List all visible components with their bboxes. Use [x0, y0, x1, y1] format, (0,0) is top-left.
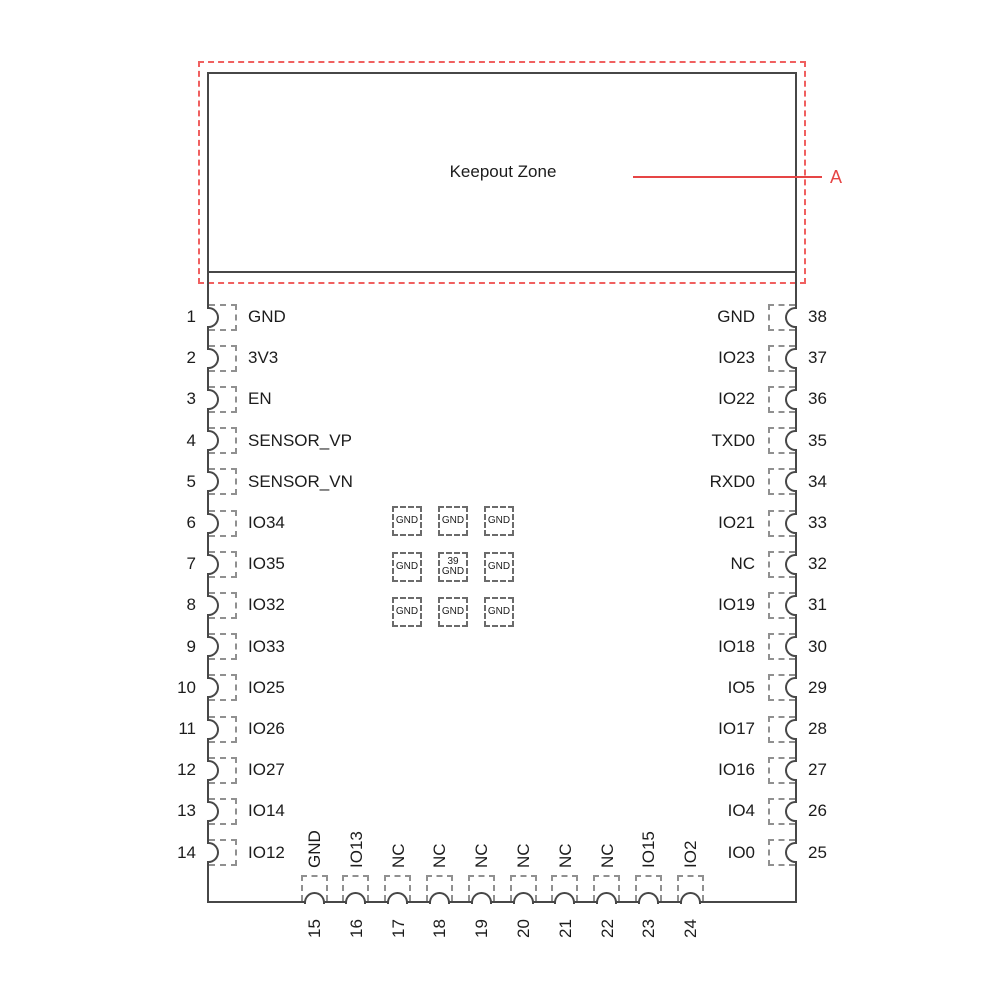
pin-label: GND: [248, 307, 286, 326]
pin-label: IO32: [248, 595, 285, 615]
pin-label: IO2: [681, 840, 701, 868]
thermal-pad-39: [438, 552, 468, 582]
pin-number: 9: [186, 636, 196, 656]
gnd-pad-label: GND: [487, 515, 511, 526]
pin-notch: [471, 892, 492, 904]
pin-label: RXD0: [709, 471, 755, 491]
pin-label: NC: [472, 843, 492, 868]
pin-number: 4: [186, 430, 196, 450]
antenna-divider-line: [209, 271, 795, 273]
pin-number: 24: [681, 919, 701, 938]
pin-label: NC: [597, 843, 617, 868]
keepout-zone-label: Keepout Zone: [449, 162, 557, 181]
pin-number: 30: [808, 636, 827, 656]
pin-label: NC: [430, 843, 450, 868]
pin-label: SENSOR_VP: [248, 430, 352, 450]
pin-number: 25: [808, 842, 827, 862]
pin-label: IO15: [639, 831, 659, 868]
pin-label: IO22: [718, 389, 755, 409]
pin-number: 33: [808, 513, 827, 532]
pin-number: 21: [555, 919, 575, 938]
pin-notch: [680, 892, 701, 904]
pin-label: IO12: [248, 842, 285, 862]
pin-notch: [785, 554, 797, 575]
gnd-pad: [392, 506, 422, 536]
pin-label: IO0: [727, 842, 755, 862]
pin-label: IO14: [248, 801, 285, 821]
pin-notch: [785, 307, 797, 328]
gnd-pad: [484, 597, 514, 627]
pin-label: IO16: [718, 760, 755, 780]
pin-number: 12: [177, 760, 196, 780]
gnd-pad-label: GND: [441, 566, 465, 577]
pin-label: 3V3: [248, 348, 279, 368]
pin-number: 35: [808, 430, 827, 450]
pin-number: 32: [808, 554, 827, 574]
pin-label: NC: [730, 554, 755, 574]
gnd-pad-label: GND: [441, 606, 465, 617]
pin-label: IO34: [248, 513, 285, 532]
gnd-pad-label: GND: [395, 561, 419, 572]
pin-number: 23: [639, 919, 659, 938]
pin-notch: [785, 513, 797, 534]
pin-number: 16: [346, 919, 366, 938]
pin-number: 15: [305, 919, 324, 938]
pin-label: IO35: [248, 554, 285, 574]
pin-label: IO4: [727, 801, 755, 821]
pin-number: 10: [177, 677, 196, 697]
gnd-pad: [438, 506, 468, 536]
pin-label: IO18: [718, 636, 755, 656]
pin-notch: [785, 348, 797, 369]
pin-label: SENSOR_VN: [248, 471, 353, 491]
gnd-pad: [484, 506, 514, 536]
pin-label: IO21: [718, 513, 755, 532]
pin-label: GND: [717, 307, 755, 326]
pin-number: 6: [186, 513, 196, 532]
pin-number: 26: [808, 801, 827, 821]
pin-number: 1: [186, 307, 196, 326]
pin-notch: [304, 892, 325, 904]
pin-number: 17: [388, 919, 408, 938]
pin-number: 3: [186, 389, 196, 409]
pin-number: 20: [514, 919, 533, 938]
gnd-pad-label: GND: [441, 515, 465, 526]
pin-number: 27: [808, 760, 827, 780]
gnd-pad-label: GND: [487, 561, 511, 572]
callout-leader-line: [633, 176, 822, 178]
pin-label: TXD0: [711, 430, 755, 450]
pin-number: 11: [178, 719, 196, 738]
pin-label: IO25: [248, 677, 285, 697]
pin-number: 28: [808, 719, 827, 738]
gnd-pad-label: GND: [487, 606, 511, 617]
pin-label: IO5: [727, 677, 755, 697]
pin-label: NC: [388, 843, 408, 868]
gnd-pad: [438, 597, 468, 627]
pin-label: EN: [248, 389, 272, 409]
pin-notch: [513, 892, 534, 904]
pin-label: IO13: [346, 831, 366, 868]
gnd-pad-number: 39: [447, 556, 459, 567]
pin-label: IO26: [248, 719, 285, 738]
pin-number: 8: [186, 595, 196, 615]
pin-number: 14: [177, 842, 196, 862]
pin-number: 38: [808, 307, 827, 326]
pin-label: IO19: [718, 595, 755, 615]
pin-label: IO27: [248, 760, 285, 780]
pin-label: IO17: [718, 719, 755, 738]
pin-number: 29: [808, 677, 827, 697]
pin-notch: [785, 760, 797, 781]
pin-number: 31: [808, 595, 827, 615]
gnd-pad-label: GND: [395, 515, 419, 526]
pin-label: IO33: [248, 636, 285, 656]
pin-number: 5: [186, 471, 196, 491]
gnd-pad: [484, 552, 514, 582]
pin-label: GND: [305, 830, 324, 868]
pin-number: 18: [430, 919, 450, 938]
pin-number: 19: [472, 919, 492, 938]
pin-number: 34: [808, 471, 827, 491]
gnd-pad: [392, 552, 422, 582]
pin-notch: [785, 719, 797, 740]
pin-number: 22: [597, 919, 617, 938]
pin-number: 7: [186, 554, 196, 574]
pin-number: 37: [808, 348, 827, 368]
pin-number: 13: [177, 801, 196, 821]
pin-label: NC: [514, 843, 533, 868]
pin-number: 36: [808, 389, 827, 409]
gnd-pad-label: GND: [395, 606, 419, 617]
callout-letter: A: [830, 167, 843, 187]
pin-label: NC: [555, 843, 575, 868]
gnd-pad: [392, 597, 422, 627]
pin-label: IO23: [718, 348, 755, 368]
pin-number: 2: [186, 348, 196, 368]
